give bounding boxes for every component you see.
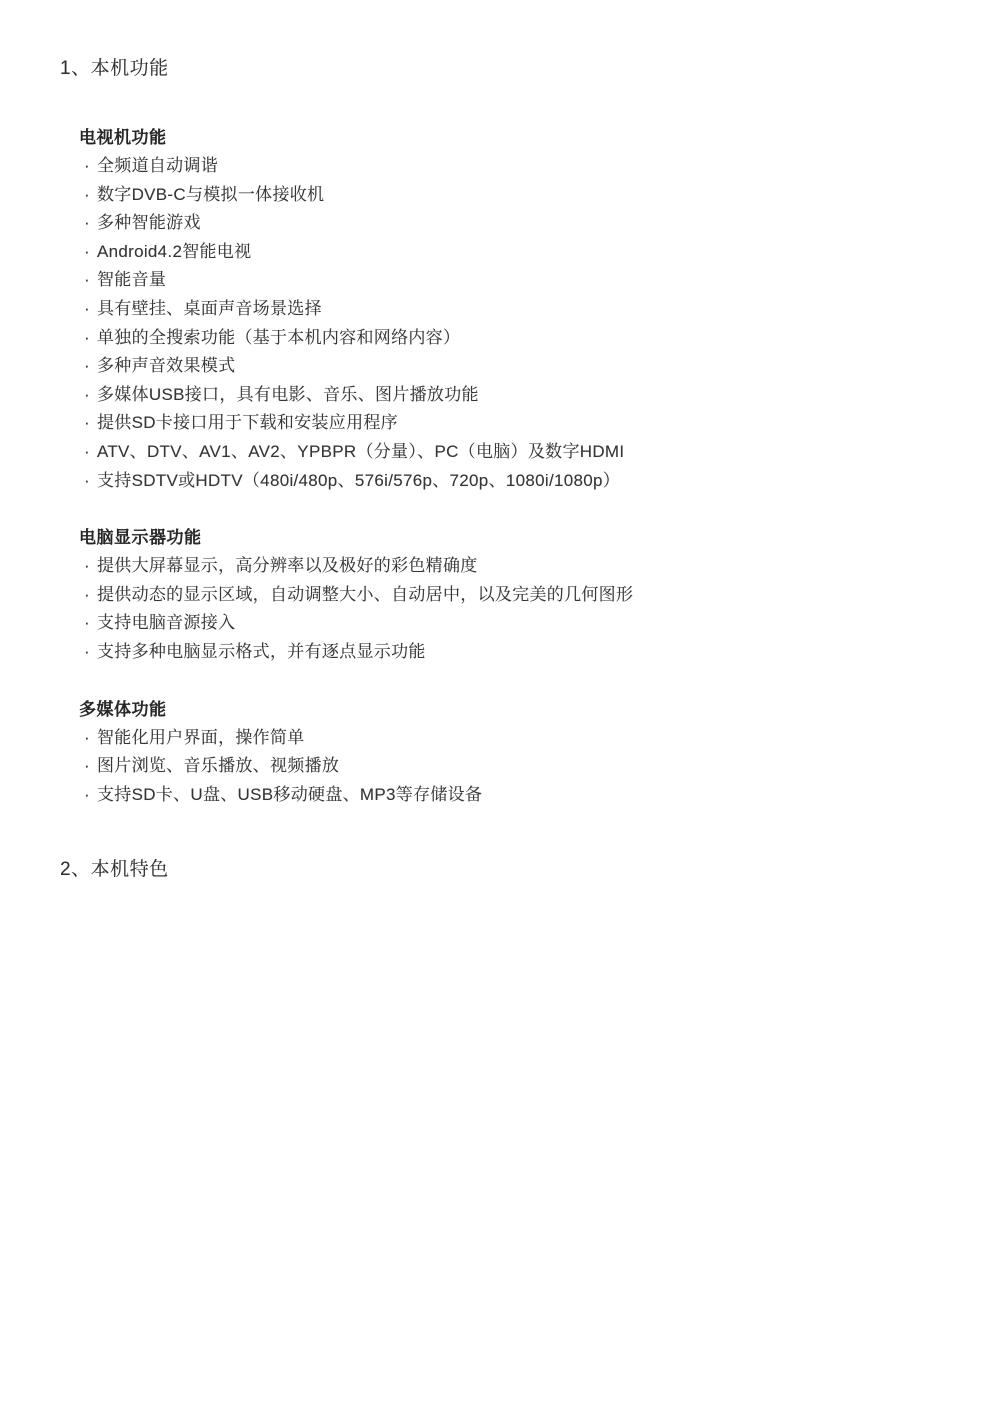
bullet-glyph: ·	[84, 298, 90, 318]
feature-item	[79, 352, 953, 381]
bullet-glyph: ·	[84, 327, 90, 347]
feature-group	[79, 523, 953, 666]
feature-item-text: 单独的全搜索功能（基于本机内容和网络内容）	[96, 327, 461, 347]
bullet-glyph: ·	[84, 584, 90, 604]
feature-item	[79, 295, 953, 324]
feature-item-text: 多媒体USB接口，具有电影、音乐、图片播放功能	[96, 384, 479, 404]
bullet-glyph: ·	[84, 413, 90, 433]
bullet-glyph: ·	[84, 470, 90, 490]
section-heading-2: 2、本机特色	[60, 859, 169, 881]
feature-item	[79, 781, 953, 810]
bullet-glyph: ·	[84, 184, 90, 204]
group-title: 电脑显示器功能	[79, 528, 202, 548]
feature-item-text: 具有壁挂、桌面声音场景选择	[96, 298, 322, 318]
feature-item	[79, 724, 953, 753]
feature-item	[79, 552, 953, 581]
feature-item	[79, 181, 953, 210]
group-items	[79, 152, 953, 495]
feature-item-text: 全频道自动调谐	[96, 156, 219, 175]
feature-group	[79, 695, 953, 810]
feature-item-text: 多种智能游戏	[96, 213, 201, 233]
feature-item-text: 支持SDTV或HDTV（480i/480p、576i/576p、720p、1080i/1080p）	[96, 470, 621, 490]
bullet-glyph: ·	[84, 270, 90, 290]
group-title: 电视机功能	[79, 128, 167, 147]
feature-item	[79, 238, 953, 267]
feature-item	[79, 638, 953, 667]
feature-item-text: 数字DVB-C与模拟一体接收机	[96, 184, 325, 204]
feature-item	[79, 324, 953, 353]
feature-item-text: 支持多种电脑显示格式，并有逐点显示功能	[96, 641, 426, 661]
bullet-glyph: ·	[84, 784, 90, 804]
feature-item	[79, 752, 953, 781]
feature-item	[79, 266, 953, 295]
bullet-glyph: ·	[84, 356, 90, 376]
feature-item	[79, 152, 953, 181]
group-items	[79, 552, 953, 666]
bullet-glyph: ·	[84, 213, 90, 233]
group-title: 多媒体功能	[79, 699, 167, 719]
bullet-glyph: ·	[84, 756, 90, 776]
bullet-glyph: ·	[84, 384, 90, 404]
feature-item-text: 支持电脑音源接入	[96, 613, 236, 633]
bullet-glyph: ·	[84, 613, 90, 633]
bullet-glyph: ·	[84, 556, 90, 576]
group-items	[79, 724, 953, 810]
bullet-glyph: ·	[84, 241, 90, 261]
feature-item-text: 智能音量	[96, 270, 167, 290]
feature-item	[79, 409, 953, 438]
feature-item-text: 图片浏览、音乐播放、视频播放	[96, 756, 340, 776]
feature-item-text: 提供动态的显示区域，自动调整大小、自动居中，以及完美的几何图形	[96, 584, 634, 604]
feature-item-text: 智能化用户界面，操作简单	[96, 727, 305, 747]
feature-item	[79, 438, 953, 467]
feature-item	[79, 381, 953, 410]
feature-item-text: Android4.2智能电视	[96, 241, 252, 261]
feature-item	[79, 209, 953, 238]
feature-item-text: 提供大屏幕显示，高分辨率以及极好的彩色精确度	[96, 556, 478, 576]
bullet-glyph: ·	[84, 641, 90, 661]
bullet-glyph: ·	[84, 441, 90, 461]
feature-item	[79, 581, 953, 610]
feature-groups	[79, 123, 953, 809]
feature-group	[79, 123, 953, 495]
feature-item-text: 多种声音效果模式	[96, 356, 236, 376]
bullet-glyph: ·	[84, 156, 90, 175]
feature-item-text: 提供SD卡接口用于下载和安装应用程序	[96, 413, 398, 433]
bullet-glyph: ·	[84, 727, 90, 747]
feature-item	[79, 609, 953, 638]
feature-item-text: ATV、DTV、AV1、AV2、YPBPR（分量）、PC（电脑）及数字HDMI	[96, 441, 625, 461]
feature-item-text: 支持SD卡、U盘、USB移动硬盘、MP3等存储设备	[96, 784, 483, 804]
feature-item	[79, 467, 953, 496]
section-heading-1: 1、本机功能	[60, 58, 169, 79]
